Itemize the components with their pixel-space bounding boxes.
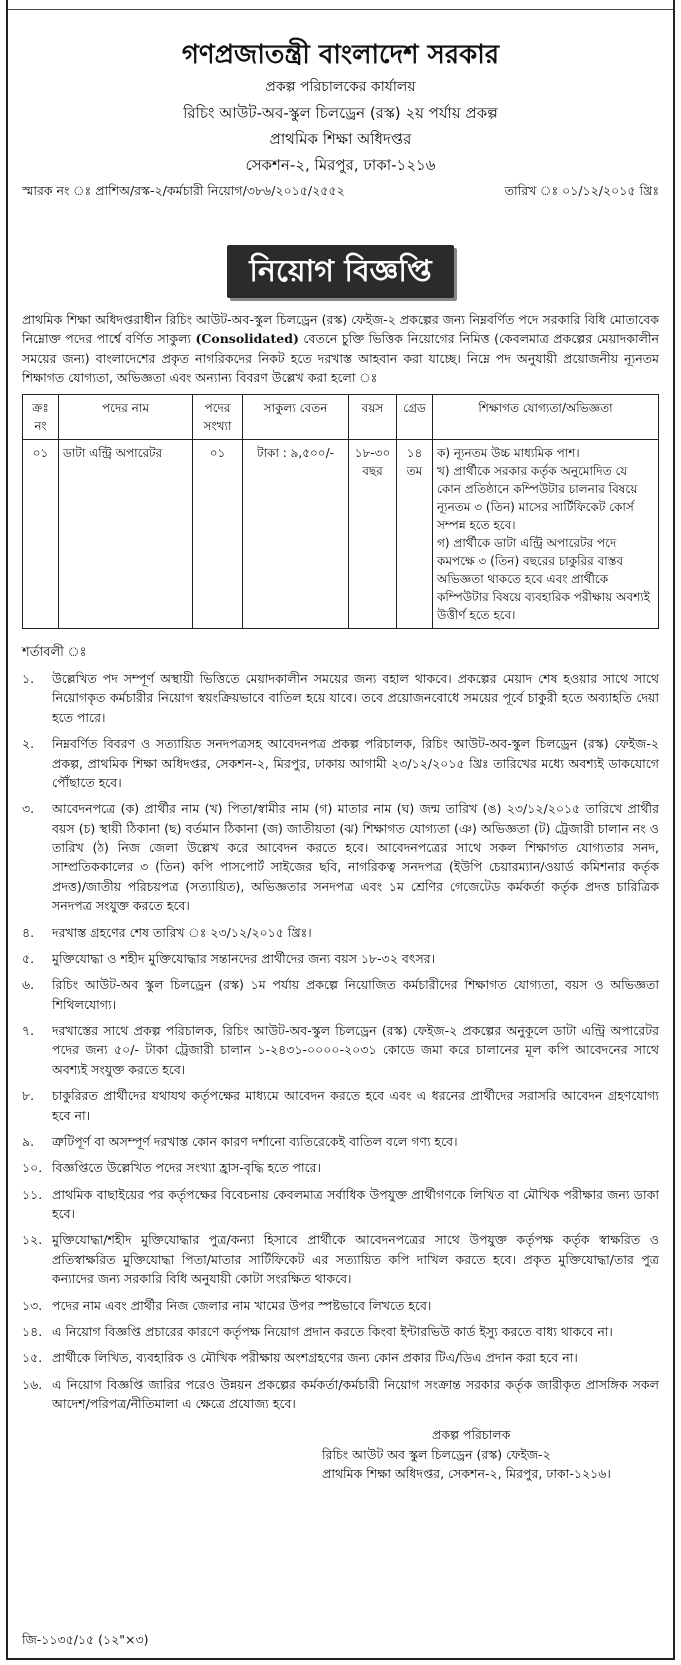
col-grade: গ্রেড <box>397 394 433 439</box>
directorate-line: প্রাথমিক শিক্ষা অধিদপ্তর <box>269 129 412 148</box>
condition-number: ৬. <box>22 977 35 993</box>
notice-title: নিয়োগ বিজ্ঞপ্তি <box>227 245 453 298</box>
col-sl: ক্রঃ নং <box>23 394 59 439</box>
condition-item <box>22 975 659 1014</box>
condition-number: ৩. <box>22 801 35 817</box>
condition-item <box>22 1375 659 1414</box>
condition-number: ১৬. <box>22 1376 43 1392</box>
signature-block <box>322 1425 659 1483</box>
col-post: পদের নাম <box>59 394 193 439</box>
condition-number: ৮. <box>22 1088 35 1104</box>
condition-text: নিম্নবর্ণিত বিবরণ ও সত্যায়িত সনদপত্রসহ আবেদনপত্র প্রকল্প পরিচালক, রিচিং আউট-অব-স্কুল চিলড্রেন (রস্ক) ফেইজ-২ প্রকল্প, প্রাথমিক শিক্ষা অধিদপ্তর, সেকশন-২, মিরপুর, ঢাকায় আগামী ২৩/১২/২০১৫ খ্রিঃ তারিখের মধ্যে অবশ্যই ডাকযোগে পৌঁছাতে হবে। <box>52 736 659 790</box>
memo-number: স্মারক নং ঃ প্রাশিঅ/রস্ক-২/কর্মচারী নিয়োগ/৩৮৬/২০১৫/২৫৫২ <box>22 183 345 199</box>
condition-text: প্রাথমিক বাছাইয়ের পর কর্তৃপক্ষের বিবেচনায় কেবলমাত্র সর্বাধিক উপযুক্ত প্রার্থীগণকে লিখিত বা মৌখিক পরীক্ষার জন্য ডাকা হবে। <box>52 1186 659 1221</box>
footer-reference: জি-১১৩৫/১৫ (১২"×৩) <box>22 1632 149 1648</box>
office-line: প্রকল্প পরিচালকের কার্যালয় <box>265 79 416 95</box>
top-strip <box>8 0 673 10</box>
condition-text: ত্রুটিপূর্ণ বা অসম্পূর্ণ দরখাস্ত কোন কারণ দর্শানো ব্যতিরেকেই বাতিল বলে গণ্য হবে। <box>52 1133 458 1149</box>
condition-number: ৭. <box>22 1023 35 1038</box>
col-qualification: শিক্ষাগত যোগ্যতা/অভিজ্ঞতা <box>433 394 659 439</box>
memo-row <box>22 182 659 201</box>
cell-grade: ১৪ তম <box>397 439 433 628</box>
cell-sl: ০১ <box>23 439 59 628</box>
condition-number: ১. <box>22 671 35 686</box>
condition-number: ৪. <box>22 924 35 940</box>
condition-number: ১৩. <box>22 1297 43 1313</box>
condition-text: এ নিয়োগ বিজ্ঞপ্তি প্রচারের কারণে কর্তৃপক্ষ নিয়োগ প্রদান করতে কিংবা ইন্টারভিউ কার্ড ইস্যু করতে বাধ্য থাকবে না। <box>52 1323 613 1339</box>
condition-item <box>22 949 659 968</box>
condition-item <box>22 669 659 727</box>
project-line: রিচিং আউট-অব-স্কুল চিলড্রেন (রস্ক) ২য় পর্যায় প্রকল্প <box>183 103 498 122</box>
condition-number: ১১. <box>22 1186 43 1202</box>
condition-text: প্রার্থীকে লিখিত, ব্যবহারিক ও মৌখিক পরীক্ষায় অংশগ্রহণের জন্য কোন প্রকার টিএ/ডিএ প্রদান করা হবে না। <box>52 1350 578 1366</box>
intro-part1: প্রাথমিক শিক্ষা অধিদপ্তরাধীন রিচিং আউট-অব-স্কুল চিলড্রেন (রস্ক) ফেইজ-২ প্রকল্পের জন্য নিম্নবর্ণিত পদে সরকারি বিধি মোতাবেক নিম্নোক্ত পদের পার্শ্বে বর্ণিত সাকুল্য <box>22 312 659 347</box>
table-row <box>23 439 659 628</box>
cell-salary: টাকা : ৯,৫০০/- <box>243 439 349 628</box>
condition-text: চাকুরিরত প্রার্থীদের যথাযথ কর্তৃপক্ষের মাধ্যমে আবেদন করতে হবে এবং এ ধরনের প্রার্থীদের সরাসরি আবেদন গ্রহণযোগ্য হবে না। <box>52 1088 659 1123</box>
government-title: গণপ্রজাতন্ত্রী বাংলাদেশ সরকার <box>181 40 500 70</box>
cell-qualification <box>433 439 659 628</box>
condition-item <box>22 799 659 915</box>
qualification-item: ক) ন্যূনতম উচ্চ মাধ্যমিক পাশ। <box>437 445 580 460</box>
condition-item <box>22 923 659 942</box>
table-header-row <box>23 394 659 439</box>
condition-item <box>22 1230 659 1288</box>
cell-age: ১৮-৩০ বছর <box>349 439 397 628</box>
condition-number: ১৪. <box>22 1323 43 1339</box>
condition-item <box>22 1296 659 1315</box>
col-age: বয়স <box>349 394 397 439</box>
qualification-item: খ) প্রার্থীকে সরকার কর্তৃক অনুমোদিত যে কোন প্রতিষ্ঠানে কম্পিউটার চালনার বিষয়ে ন্যূনতম ৩ (তিন) মাসের সার্টিফিকেট কোর্স সম্পন্ন হতে হবে। <box>437 463 638 532</box>
condition-item <box>22 1348 659 1367</box>
signature-project: রিচিং আউট অব স্কুল চিলড্রেন (রস্ক) ফেইজ-২ <box>322 1446 551 1462</box>
condition-item <box>22 1021 659 1079</box>
col-count: পদের সংখ্যা <box>193 394 243 439</box>
conditions-list <box>22 669 659 1413</box>
notice-title-wrap <box>22 245 659 298</box>
condition-number: ২. <box>22 736 35 752</box>
condition-text: দরখাস্ত গ্রহণের শেষ তারিখ ঃ ২৩/১২/২০১৫ খ্রিঃ। <box>52 924 312 940</box>
condition-number: ৫. <box>22 950 35 966</box>
address-line: সেকশন-২, মিরপুর, ঢাকা-১২১৬ <box>245 156 436 174</box>
condition-text: রিচিং আউট-অব স্কুল চিলড্রেন (রস্ক) ১ম পর্যায় প্রকল্পে নিয়োজিত কর্মচারীদের শিক্ষাগত যোগ্যতা, বয়স ও অভিজ্ঞতা শিথিলযোগ্য। <box>52 977 659 1012</box>
memo-date: তারিখ ঃ ০১/১২/২০১৫ খ্রিঃ <box>504 183 659 199</box>
post-table <box>22 394 659 629</box>
condition-item <box>22 1322 659 1341</box>
condition-item <box>22 1185 659 1224</box>
condition-text: এ নিয়োগ বিজ্ঞপ্তি জারির পরেও উন্নয়ন প্রকল্পের কর্মকর্তা/কর্মচারী নিয়োগ সংক্রান্ত সরকার কর্তৃক জারীকৃত প্রাসঙ্গিক সকল আদেশ/পরিপত্র/নীতিমালা এ ক্ষেত্রে প্রযোজ্য হবে। <box>52 1376 659 1411</box>
condition-number: ৯. <box>22 1133 35 1149</box>
condition-item <box>22 734 659 792</box>
condition-text: আবেদনপত্রে (ক) প্রার্থীর নাম (খ) পিতা/স্বামীর নাম (গ) মাতার নাম (ঘ) জন্ম তারিখ (ঙ) ২৩/১২/২০১৫ তারিখে প্রার্থীর বয়স (চ) স্থায়ী ঠিকানা (ছ) বর্তমান ঠিকানা (জ) জাতীয়তা (ঝ) শিক্ষাগত যোগ্যতা (ঞ) অভিজ্ঞতা (ট) ট্রেজারী চালান নং ও তারিখ (ঠ) নিজ জেলা উল্লেখ করে আবেদন করতে হবে। আবেদনপত্রের সাথে সকল শিক্ষাগত যোগ্যতার সনদ, সাম্প্রতিককালের ৩ (তিন) কপি পাসপোর্ট সাইজের ছবি, নাগরিকত্ব সনদপত্র (ইউপি চেয়ারম্যান/ওয়ার্ড কমিশনার কর্তৃক প্রদত্ত)/জাতীয় পরিচয়পত্র (সত্যায়িত), অভিজ্ঞতার সনদপত্র এবং ১ম শ্রেণির গেজেটেড কর্মকর্তা কর্তৃক প্রদত্ত চারিত্রিক সনদপত্র সংযুক্ত করতে হবে। <box>52 801 659 914</box>
condition-number: ১২. <box>22 1232 43 1248</box>
condition-text: বিজ্ঞপ্তিতে উল্লেখিত পদের সংখ্যা হ্রাস-বৃদ্ধি হতে পারে। <box>52 1160 322 1176</box>
col-salary: সাকুল্য বেতন <box>243 394 349 439</box>
signature-address: প্রাথমিক শিক্ষা অধিদপ্তর, সেকশন-২, মিরপুর, ঢাকা-১২১৬। <box>322 1466 611 1482</box>
notice-page <box>6 0 675 1660</box>
condition-item <box>22 1158 659 1177</box>
intro-part2: বেতনে চুক্তি ভিত্তিক নিয়োগের নিমিত্ত (কেবলমাত্র প্রকল্পের মেয়াদকালীন সময়ের জন্য) বাংলাদেশের প্রকৃত নাগরিকদের নিকট হতে দরখাস্ত আহবান করা যাচ্ছে। নিম্নে পদ অনুযায়ী প্রয়োজনীয় ন্যূনতম শিক্ষাগত যোগ্যতা, অভিজ্ঞতা এবং অন্যান্য বিবরণ উল্লেখ করা হলো ঃ <box>22 331 659 386</box>
cell-count: ০১ <box>193 439 243 628</box>
condition-text: উল্লেখিত পদ সম্পূর্ণ অস্থায়ী ভিত্তিতে মেয়াদকালীন সময়ের জন্য বহাল থাকবে। প্রকল্পের মেয়াদ শেষ হওয়ার সাথে সাথে নিয়োগকৃত কর্মচারীর নিয়োগ স্বয়ংক্রিয়ভাবে বাতিল হয়ে যাবে। তবে প্রয়োজনবোধে সময়ের পূর্বে চাকুরী হতে অব্যাহতি দেয়া হতে পারে। <box>52 671 659 725</box>
condition-text: মুক্তিযোদ্ধা/শহীদ মুক্তিযোদ্ধার পুত্র/কন্যা হিসাবে প্রার্থীকে আবেদনপত্রের সাথে উপযুক্ত কর্তৃপক্ষ কর্তৃক স্বাক্ষরিত ও প্রতিস্বাক্ষরিত মুক্তিযোদ্ধা পিতা/মাতার সার্টিফিকেট এর সত্যায়িত কপি দাখিল করতে হবে। প্রকৃত মুক্তিযোদ্ধা/তার পুত্র কন্যাদের জন্য সরকারি বিধি অনুযায়ী কোটা সংরক্ষিত থাকবে। <box>52 1232 659 1287</box>
intro-paragraph <box>22 310 659 388</box>
condition-number: ১৫. <box>22 1350 43 1366</box>
qualification-item: গ) প্রার্থীকে ডাটা এন্ট্রি অপারেটর পদে কমপক্ষে ৩ (তিন) বছরের চাকুরির বাস্তব অভিজ্ঞতা থাকতে হবে এবং প্রার্থীকে কম্পিউটার বিষয়ে ব্যবহারিক পরীক্ষায় অবশ্যই উত্তীর্ণ হতে হবে। <box>437 535 650 622</box>
condition-item <box>22 1086 659 1125</box>
condition-number: ১০. <box>22 1160 43 1176</box>
condition-text: পদের নাম এবং প্রার্থীর নিজ জেলার নাম খামের উপর স্পষ্টভাবে লিখতে হবে। <box>52 1297 432 1313</box>
conditions-title: শর্তাবলী ঃ <box>22 644 87 660</box>
condition-text: দরখাস্তের সাথে প্রকল্প পরিচালক, রিচিং আউট-অব-স্কুল চিলড্রেন (রস্ক) ফেইজ-২ প্রকল্পের অনুকূলে ডাটা এন্ট্রি অপারেটর পদের জন্য ৫০/- টাকা ট্রেজারী চালান ১-২৪৩১-০০০০-২০৩১ কোডে জমা করে চালানের মূল কপি আবেদনের সাথে অবশ্যই সংযুক্ত করতে হবে। <box>52 1023 659 1077</box>
intro-consolidated: (Consolidated) <box>195 331 299 347</box>
signature-designation: প্রকল্প পরিচালক <box>432 1427 511 1443</box>
condition-item <box>22 1132 659 1151</box>
cell-post: ডাটা এন্ট্রি অপারেটর <box>59 439 193 628</box>
condition-text: মুক্তিযোদ্ধা ও শহীদ মুক্তিযোদ্ধার সন্তানদের প্রার্থীদের জন্য বয়স ১৮-৩২ বৎসর। <box>52 950 436 966</box>
